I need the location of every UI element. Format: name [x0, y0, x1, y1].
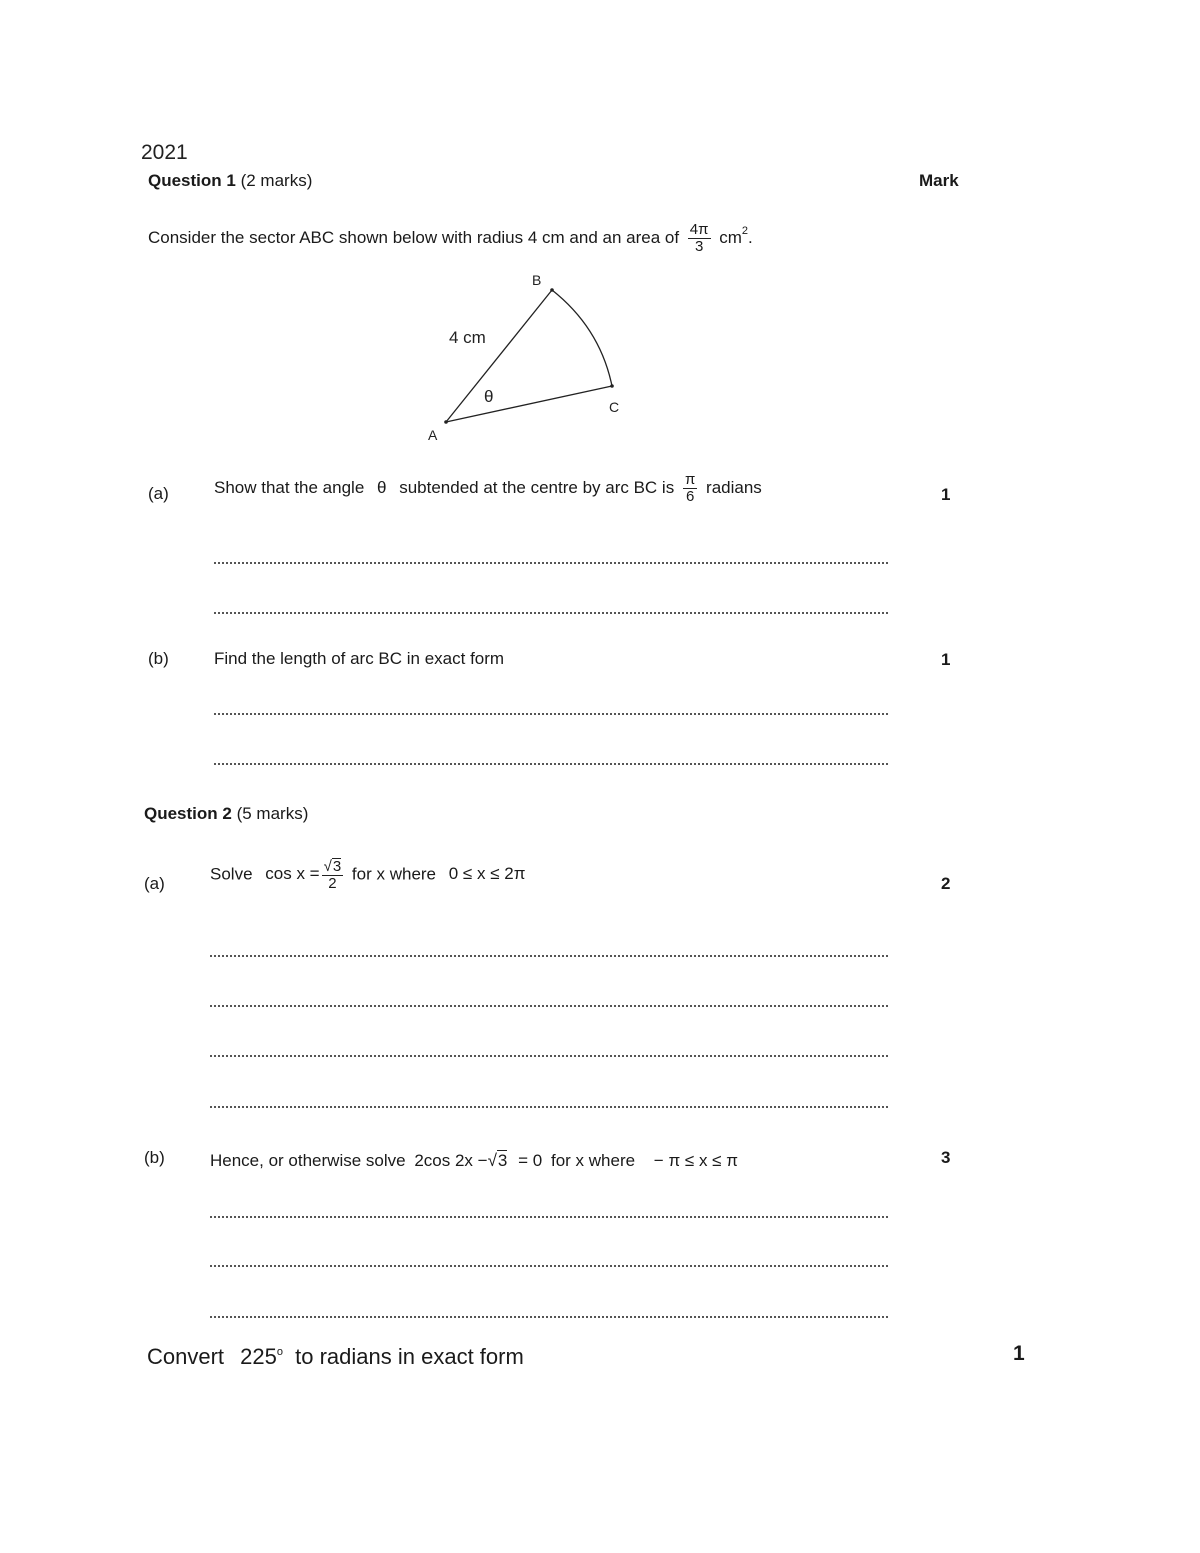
answer-line[interactable]	[210, 1005, 888, 1007]
area-end: .	[748, 227, 753, 247]
label-c: C	[609, 399, 620, 415]
answer-line[interactable]	[210, 1316, 888, 1318]
q2b-sqrt: √3	[487, 1151, 508, 1170]
q1a-frac-den: 6	[685, 488, 695, 505]
answer-line[interactable]	[210, 1106, 888, 1108]
area-fraction	[688, 222, 711, 255]
q2a-text-1: Solve	[210, 864, 253, 884]
q1a-theta: θ	[377, 477, 387, 497]
q1a-text-2: subtended at the centre by arc BC is	[399, 477, 675, 497]
convert-value: 225	[240, 1344, 277, 1369]
q2a-frac-den: 2	[328, 875, 337, 892]
question-2-title	[144, 804, 308, 824]
convert-mark: 1	[1013, 1342, 1025, 1365]
label-b: B	[532, 272, 542, 288]
convert-text-2: to radians in exact form	[295, 1344, 524, 1369]
q2a-frac-num: √3	[323, 858, 342, 875]
q1a-text	[214, 472, 762, 505]
q1b-mark: 1	[941, 650, 951, 669]
convert-text-1: Convert	[147, 1344, 225, 1369]
q1a-mark: 1	[941, 485, 951, 504]
area-unit: cm	[719, 227, 742, 247]
marks-column-header: Mark	[919, 171, 959, 190]
question-2-marks: (5 marks)	[236, 804, 309, 823]
q2a-text	[210, 858, 525, 892]
q2a-fraction	[322, 858, 344, 892]
q2b-label: (b)	[144, 1148, 165, 1167]
area-denominator: 3	[694, 238, 704, 255]
q1a-fraction	[683, 472, 697, 505]
label-a: A	[428, 427, 438, 443]
question-1-intro	[148, 222, 753, 255]
q2b-text	[210, 1150, 738, 1171]
q2b-text-1: Hence, or otherwise solve	[210, 1151, 406, 1170]
q1a-text-1: Show that the angle	[214, 477, 365, 497]
answer-line[interactable]	[214, 763, 888, 765]
sector-diagram	[420, 266, 640, 448]
answer-line[interactable]	[214, 562, 888, 564]
q2b-eq-1: 2cos 2x −	[414, 1151, 488, 1170]
answer-line[interactable]	[210, 1265, 888, 1267]
year: 2021	[141, 141, 188, 164]
question-2-label: Question 2	[144, 804, 232, 823]
question-1-marks: (2 marks)	[240, 171, 313, 190]
q1b-label: (b)	[148, 649, 169, 668]
q1b-text: Find the length of arc BC in exact form	[214, 649, 505, 668]
q2b-text-2: for x where	[550, 1151, 636, 1170]
q2a-sqrt-arg: 3	[332, 858, 342, 875]
label-theta: θ	[484, 387, 494, 406]
point-a	[444, 420, 448, 424]
point-c	[610, 384, 614, 388]
q2b-mark: 3	[941, 1148, 951, 1167]
answer-line[interactable]	[210, 955, 888, 957]
answer-line[interactable]	[210, 1216, 888, 1218]
q2a-label: (a)	[144, 874, 165, 893]
question-1-label: Question 1	[148, 171, 236, 190]
q1a-label: (a)	[148, 484, 169, 503]
area-numerator: 4π	[689, 221, 709, 238]
q1a-frac-num: π	[684, 471, 696, 488]
question-1-title	[148, 171, 312, 191]
answer-line[interactable]	[214, 612, 888, 614]
area-unit-exponent: 2	[741, 224, 749, 237]
convert-degree: o	[276, 1346, 284, 1358]
q2b-sqrt-arg: 3	[497, 1151, 508, 1170]
point-b	[550, 288, 554, 292]
q2a-cos-x: cos x =	[265, 864, 320, 884]
q2a-text-2: for x where	[351, 864, 437, 884]
q2a-range: 0 ≤ x ≤ 2π	[448, 864, 526, 884]
answer-line[interactable]	[214, 713, 888, 715]
q2a-mark: 2	[941, 874, 951, 893]
arc-bc	[552, 290, 612, 386]
intro-text: Consider the sector ABC shown below with radius 4 cm and an area of	[148, 227, 680, 247]
q1a-text-3: radians	[706, 477, 762, 497]
q2b-eq-2: = 0	[518, 1151, 543, 1170]
answer-line[interactable]	[210, 1055, 888, 1057]
q2b-range: − π ≤ x ≤ π	[653, 1151, 738, 1170]
label-radius: 4 cm	[449, 328, 486, 347]
convert-question	[147, 1344, 524, 1370]
